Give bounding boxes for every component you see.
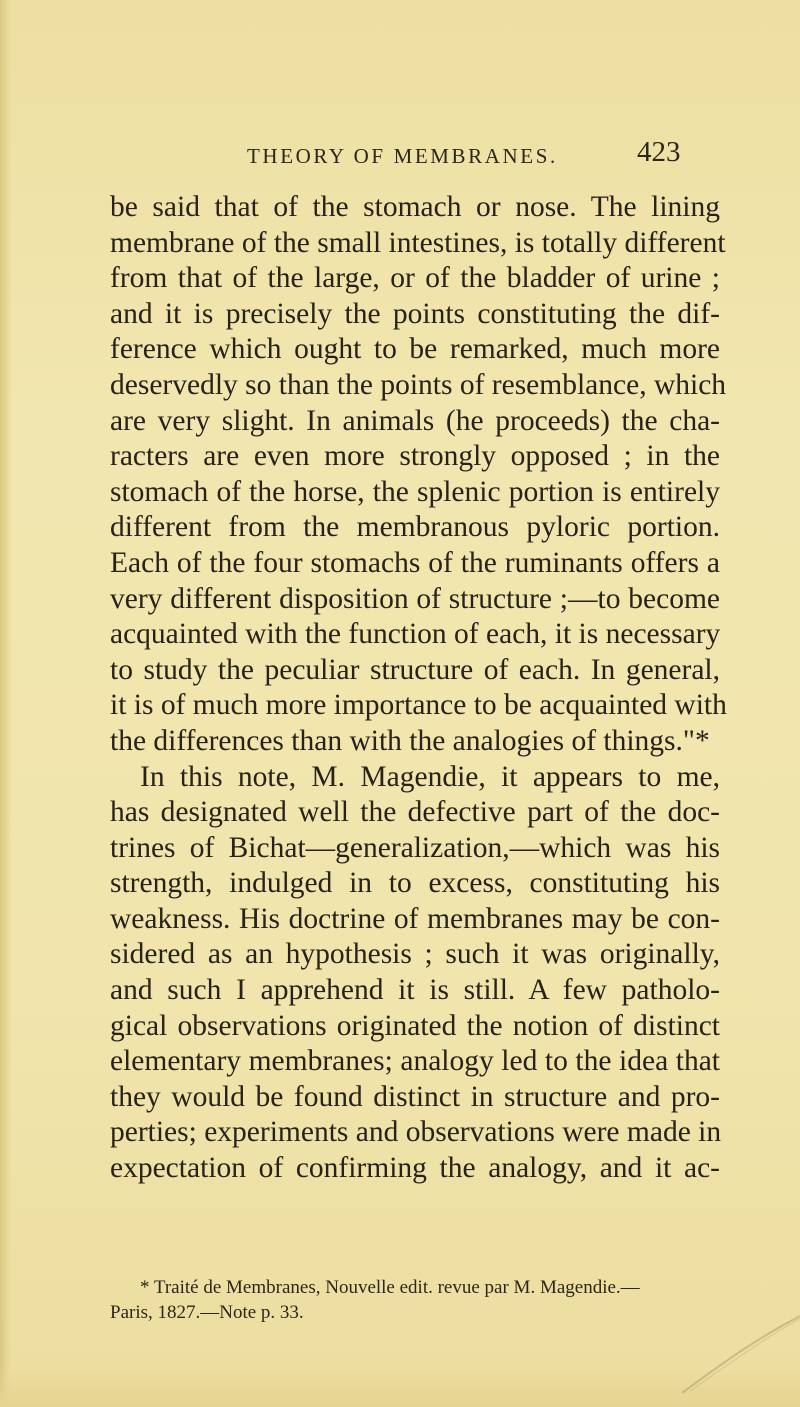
text-line: and such I apprehend it is still. A few patholo-	[110, 974, 720, 1007]
text-line: deservedly so than the points of resemblance, which	[110, 368, 727, 401]
text-line: it is of much more importance to be acquainted with	[110, 689, 727, 722]
text-line: has designated well the defective part of the doc-	[110, 796, 720, 829]
text-line: gical observations originated the notion of distinct	[110, 1009, 720, 1042]
text-line: from that of the large, or of the bladder of urine ;	[110, 262, 720, 295]
running-title: THEORY OF MEMBRANES.	[247, 144, 558, 168]
body-text	[110, 190, 727, 1187]
text-line: strength, indulged in to excess, constituting his	[110, 867, 720, 900]
text-line: the differences than with the analogies of things."*	[110, 724, 710, 757]
footnote	[110, 1275, 710, 1325]
text-line: trines of Bichat—generalization,—which was his	[110, 831, 720, 864]
footnote-line: * Traité de Membranes, Nouvelle edit. revue par M. Magendie.—	[140, 1277, 640, 1298]
pencil-mark	[680, 1305, 800, 1395]
text-line: different from the membranous pyloric portion.	[110, 511, 720, 544]
text-line: racters are even more strongly opposed ; in the	[110, 440, 720, 473]
footnote-line: Paris, 1827.—Note p. 33.	[110, 1302, 304, 1323]
text-line: be said that of the stomach or nose. The lining	[110, 191, 720, 223]
text-line: very different disposition of structure ;—to become	[110, 582, 720, 615]
page-gutter-shadow	[0, 0, 12, 1407]
running-head	[0, 136, 800, 180]
text-line: membrane of the small intestines, is totally different	[110, 226, 726, 259]
text-line: stomach of the horse, the splenic portion is entirely	[110, 475, 720, 508]
text-line: Each of the four stomachs of the ruminants offers a	[110, 546, 720, 579]
page-number: 423	[637, 136, 681, 168]
text-line: they would be found distinct in structure and pro-	[110, 1080, 720, 1113]
text-line: and it is precisely the points constituting the dif-	[110, 297, 720, 330]
text-line: weakness. His doctrine of membranes may be con-	[110, 902, 720, 935]
text-line: perties; experiments and observations were made in	[110, 1116, 722, 1149]
text-line: acquainted with the function of each, it is necessary	[110, 618, 721, 651]
text-line: to study the peculiar structure of each. In general,	[110, 653, 720, 686]
text-line: elementary membranes; analogy led to the idea that	[110, 1045, 720, 1078]
text-line: ference which ought to be remarked, much more	[110, 333, 720, 366]
text-line: sidered as an hypothesis ; such it was originally,	[110, 938, 720, 971]
text-line: are very slight. In animals (he proceeds) the cha-	[110, 404, 720, 437]
text-line: expectation of confirming the analogy, and it ac-	[110, 1152, 720, 1185]
text-line: In this note, M. Magendie, it appears to me,	[140, 760, 720, 793]
